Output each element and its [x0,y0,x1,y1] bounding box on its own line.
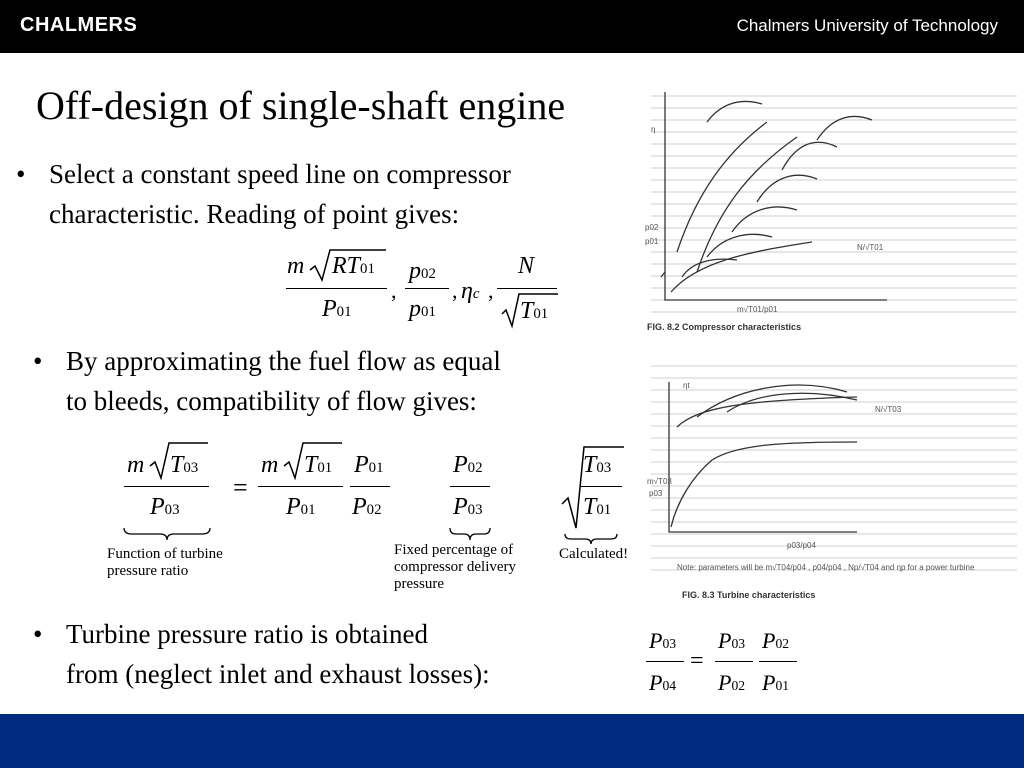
bullet-1 [16,154,511,234]
svg-text:N/√T03: N/√T03 [875,405,902,414]
svg-text:N/√T01: N/√T01 [857,243,884,252]
underbrace [448,526,492,542]
bullet-1-line2: characteristic. Reading of point gives: [49,199,460,229]
chalmers-logo: CHALMERS [20,14,138,36]
slide-title: Off-design of single-shaft engine [36,83,566,128]
svg-text:m√T01/p01: m√T01/p01 [737,305,778,314]
bullet-dot: • [16,159,26,189]
svg-text:p03: p03 [649,489,663,498]
label-fixed-percentage: Fixed percentage of compressor delivery pressure [394,542,517,592]
svg-text:p03/p04: p03/p04 [787,541,816,550]
university-name: Chalmers University of Technology [736,16,998,35]
label-calculated: Calculated! [559,546,629,562]
bullet-3 [33,614,490,694]
footer-bar [0,714,1024,768]
bullet-2-line1: By approximating the fuel flow as equal [66,346,501,376]
bullet-3-line1: Turbine pressure ratio is obtained [66,619,428,649]
bullet-dot: • [33,619,43,649]
svg-text:m√T03: m√T03 [647,477,672,486]
label-function-of: Function of turbine pressure ratio [107,546,223,579]
figure-caption-turbine: FIG. 8.3 Turbine characteristics [682,590,816,600]
bullet-2 [33,341,501,421]
bullet-3-line2: from (neglect inlet and exhaust losses): [66,659,490,689]
underbrace [563,532,619,546]
svg-text:p01: p01 [645,237,659,246]
figure-caption-compressor: FIG. 8.2 Compressor characteristics [647,322,802,332]
compressor-turbine-diagrams [637,82,1024,612]
bullet-2-line2: to bleeds, compatibility of flow gives: [66,386,477,416]
svg-text:p02: p02 [645,223,659,232]
bullet-dot: • [33,346,43,376]
header-bar [0,0,1024,53]
bullet-1-line1: Select a constant speed line on compressor [49,159,511,189]
svg-text:ηt: ηt [683,381,690,390]
svg-text:Note: parameters will be m√T0: Note: parameters will be m√T04/p04 , p04/p04 , Np/√T04 and ηp for a power turbine [677,563,975,572]
svg-text:η: η [651,125,656,134]
underbrace [122,526,212,542]
scanned-figures [637,82,1024,612]
